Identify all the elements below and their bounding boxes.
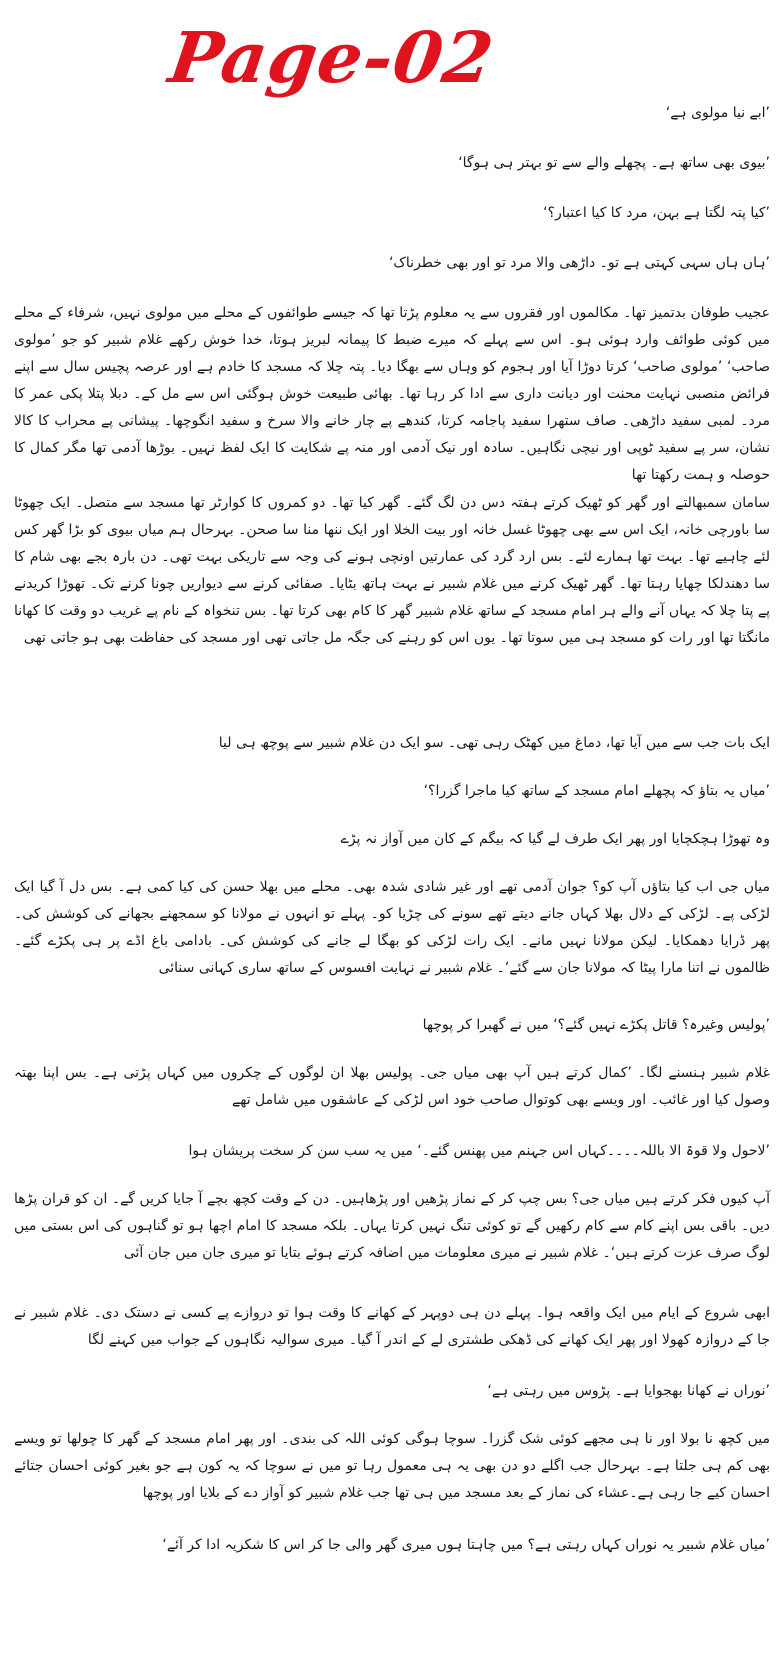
paragraph: میاں جی اب کیا بتاؤں آپ کو؟ جوان آدمی تھے اور غیر شادی شدہ بھی۔ محلے میں بھلا حسن کی کیا کمی ہے۔ بس دل آ گیا ایک لڑکی پے۔ لڑکی کے دلال بھلا کہاں جانے دیتے تھے سونے کی چڑیا کو۔ پہلے تو انہوں نے مولانا کو سمجھنے بجھانے کی کوشش کی۔ پھر ڈرایا دھمکایا۔ لیکن مولانا نہیں مانے۔ ایک رات لڑکی کو بھگا لے جانے کی کوشش کی۔ بادامی باغ اڈے پر ہی پکڑے گئے۔ ظالموں نے اتنا مارا پیٹا کہ مولانا جان سے گئے‘۔ غلام شبیر نے نہایت افسوس کے ساتھ ساری کہانی سنائی <box>14 879 771 976</box>
paragraph-dialogue: ’میاں غلام شبیر یہ نوراں کہاں رہتی ہے؟ میں چاہتا ہوں میری گھر والی جا کر اس کا شکریہ ادا کر آئے‘ <box>162 1537 770 1553</box>
paragraph: ابھی شروع کے ایام میں ایک واقعہ ہوا۔ پہلے دن ہی دوپہر کے کھانے کا وقت ہوا تو دروازے پے کسی نے دستک دی۔ غلام شبیر نے جا کے دروازہ کھولا اور پھر ایک کھانے کی ڈھکی طشتری لے کے اندر آ گیا۔ میری سوالیہ نگاہوں کے جواب میں کہنے لگا <box>14 1305 770 1348</box>
paragraph: وہ تھوڑا ہچکچایا اور پھر ایک طرف لے گیا کہ بیگم کے کان میں آواز نہ پڑے <box>340 831 770 847</box>
paragraph: میں کچھ نا بولا اور نا ہی مجھے کوئی شک گزرا۔ سوچا ہوگی کوئی اللہ کی بندی۔ اور پھر امام مسجد کے گھر کا چولھا تو ویسے بھی کم ہی جلتا ہے۔ بہرحال جب اگلے دو دن بھی یہ ہی معمول رہا تو میں نے سوچا کہ یہ کون ہے جو بغیر کوئی احسان جتائے احسان کیے جا رہی ہے۔عشاء کی نماز کے بعد مسجد میں ہی تھا جب غلام شبیر کو آواز دے کے بلایا اور پوچھا <box>14 1431 770 1501</box>
paragraph-dialogue: ’پولیس وغیرہ؟ قاتل پکڑے نہیں گئے؟‘ میں نے گھبرا کر پوچھا <box>422 1017 770 1033</box>
article-body <box>14 0 770 1666</box>
paragraph: عجیب طوفان بدتمیز تھا۔ مکالموں اور فقروں سے یہ معلوم پڑتا تھا کہ جیسے طوائفوں کے محلے میں مولوی نہیں، شرفاء کے محلے میں کوئی طوائف وارد ہوئی ہو۔ اس سے پہلے کہ میرے ضبط کا پیمانہ لبریز ہوتا، خدا خوش رکھے غلام شبیر کو جو ’مولوی صاحب‘ ’مولوی صاحب‘ کرتا دوڑا آیا اور ہجوم کو وہاں سے بھگا دیا۔ پتہ چلا کہ مسجد کا خادم ہے اور عرصہ پچیس سال سے اپنے فرائض منصبی نہایت محنت اور دیانت داری سے ادا کر رہا تھا۔ بھائی طبیعت خوش ہوگئی اس سے مل کے۔ دبلا پتلا پکی عمر کا مرد۔ لمبی سفید داڑھی۔ صاف ستھرا سفید پاجامہ کرتا، کندھے پے چار خانے والا سرخ و سفید انگوچھا۔ پیشانی پے محراب کا کالا نشان، سر پے سفید ٹوپی اور نیچی نگاہیں۔ سادہ اور نیک آدمی اور منہ پے شکایت کا ایک لفظ نہیں۔ بوڑھا آدمی تھا مگر کمال کا حوصلہ و ہمت رکھتا تھا <box>14 305 770 483</box>
paragraph-dialogue: ’ابے نیا مولوی ہے‘ <box>665 105 770 121</box>
paragraph-dialogue: ’ہاں ہاں سہی کہتی ہے تو۔ داڑھی والا مرد تو اور بھی خطرناک‘ <box>388 255 770 271</box>
page-title: Page-02 <box>164 16 499 99</box>
paragraph-dialogue: ’کیا پتہ لگتا ہے بہن، مرد کا کیا اعتبار؟‘ <box>543 205 770 221</box>
paragraph: ایک بات جب سے میں آیا تھا، دماغ میں کھٹک رہی تھی۔ سو ایک دن غلام شبیر سے پوچھ ہی لیا <box>218 735 770 751</box>
paragraph: آپ کیوں فکر کرتے ہیں میاں جی؟ بس چپ کر کے نماز پڑھیں اور پڑھاہیں۔ دن کے وقت کچھ بچے آ جایا کریں گے۔ ان کو قران پڑھا دیں۔ باقی بس اپنے کام سے کام رکھیں گے تو کوئی تنگ نہیں کرتا یہاں۔ بلکہ مسجد کا امام اچھا ہو تو گناہوں کی اس بستی میں لوگ صرف عزت کرتے ہیں‘۔ غلام شبیر نے میری معلومات میں اضافہ کرتے ہوئے بتایا تو میری جان میں جان آئی <box>14 1191 770 1261</box>
paragraph: غلام شبیر ہنسنے لگا۔ ’کمال کرتے ہیں آپ بھی میاں جی۔ پولیس بھلا ان لوگوں کے چکروں میں کہاں پڑتی ہے۔ بس اپنا بھتہ وصول کیا اور غائب۔ اور ویسے بھی کوتوال صاحب خود اس لڑکی کے عاشقوں میں شامل تھے <box>14 1065 770 1108</box>
paragraph-dialogue: ’میاں یہ بتاؤ کہ پچھلے امام مسجد کے ساتھ کیا ماجرا گزرا؟‘ <box>423 783 770 799</box>
paragraph-dialogue: ’نوراں نے کھانا بھجوایا ہے۔ پڑوس میں رہتی ہے‘ <box>487 1383 770 1399</box>
paragraph-dialogue: ’بیوی بھی ساتھ ہے۔ پچھلے والے سے تو بہتر ہی ہوگا‘ <box>458 155 770 171</box>
paragraph: سامان سمبھالتے اور گھر کو ٹھیک کرتے ہفتہ دس دن لگ گئے۔ گھر کیا تھا۔ دو کمروں کا کوارٹر تھا مسجد سے متصل۔ ایک چھوٹا سا باورچی خانہ، ایک اس سے بھی چھوٹا غسل خانہ اور بیت الخلا اور ایک ننھا منا سا صحن۔ بہرحال ہم میاں بیوی کو بڑا گھر کس لئے چاہیے تھا۔ بہت تھا ہمارے لئے۔ بس ارد گرد کی عمارتیں اونچی ہونے کی وجہ سے تاریکی بہت تھی۔ دن بارہ بجے بھی شام کا سا دھندلکا چھایا رہتا تھا۔ گھر ٹھیک کرنے میں غلام شبیر نے بہت ہاتھ بٹایا۔ صفائی کرنے سے دیواریں چونا کرنے تک۔ تھوڑا کریدنے پے پتا چلا کہ یہاں آنے والے ہر امام مسجد کے ساتھ غلام شبیر گھر کا کام بھی کرتا تھا۔ بس تنخواہ کے نام پے غریب دو وقت کا کھانا مانگتا تھا اور رات کو مسجد ہی میں سوتا تھا۔ یوں اس کو رہنے کی جگہ مل جاتی تھی اور مسجد کی حفاظت بھی ہو جاتی تھی <box>14 495 770 646</box>
paragraph-dialogue: ’لاحول ولا قوۃ الا باللہ۔۔۔۔کہاں اس جہنم میں پھنس گئے۔‘ میں یہ سب سن کر سخت پریشان ہوا <box>188 1143 770 1159</box>
